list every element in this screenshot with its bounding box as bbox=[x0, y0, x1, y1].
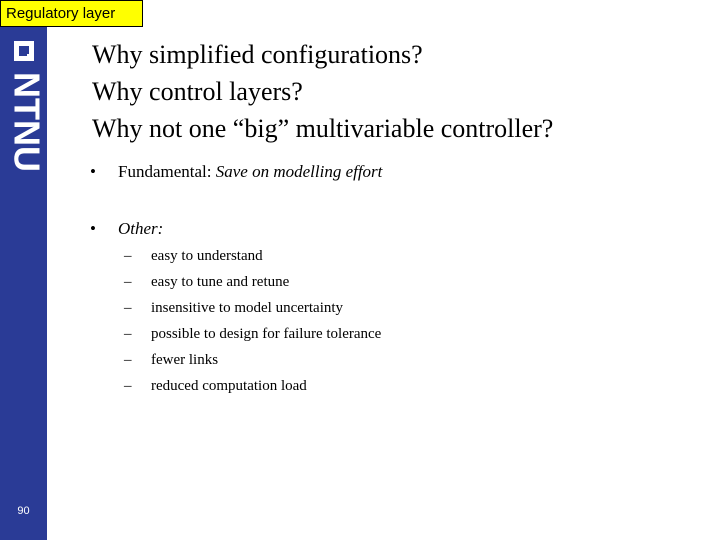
sub-bullet bbox=[124, 274, 289, 291]
bullet-label: Other: bbox=[118, 219, 164, 238]
bullet-marker: • bbox=[90, 162, 96, 181]
dash-marker: – bbox=[124, 300, 132, 316]
bullet-label: Fundamental: bbox=[118, 162, 212, 181]
sub-bullet bbox=[124, 248, 263, 265]
ntnu-logo-icon bbox=[14, 41, 34, 61]
sub-bullet-text: insensitive to model uncertainty bbox=[151, 300, 344, 316]
title-line: Why not one “big” multivariable controller? bbox=[92, 114, 554, 143]
dash-marker: – bbox=[124, 274, 132, 290]
bullet-text: Save on modelling effort bbox=[215, 162, 383, 181]
slide-number: 90 bbox=[17, 505, 30, 517]
bullet-fundamental bbox=[90, 162, 382, 182]
bullet-marker: • bbox=[90, 219, 96, 238]
sub-bullet-text: possible to design for failure tolerance bbox=[151, 326, 382, 342]
sub-bullet bbox=[124, 352, 218, 369]
title-line: Why control layers? bbox=[92, 77, 303, 106]
slide-title bbox=[92, 36, 553, 147]
sub-bullet bbox=[124, 300, 343, 317]
ntnu-logo-text bbox=[0, 62, 47, 182]
title-line: Why simplified configurations? bbox=[92, 40, 423, 69]
sidebar bbox=[0, 0, 47, 540]
sub-bullet-text: reduced computation load bbox=[151, 378, 307, 394]
sub-bullet bbox=[124, 326, 381, 343]
dash-marker: – bbox=[124, 352, 132, 368]
dash-marker: – bbox=[124, 378, 132, 394]
sub-bullet-text: fewer links bbox=[151, 352, 219, 368]
dash-marker: – bbox=[124, 248, 132, 264]
sub-bullet-text: easy to tune and retune bbox=[151, 274, 290, 290]
sub-bullet-text: easy to understand bbox=[151, 248, 263, 264]
bullet-other bbox=[90, 219, 163, 239]
section-tag: Regulatory layer bbox=[0, 0, 143, 27]
dash-marker: – bbox=[124, 326, 132, 342]
sub-bullet bbox=[124, 378, 307, 395]
svg-text:NTNU: NTNU bbox=[6, 72, 47, 172]
